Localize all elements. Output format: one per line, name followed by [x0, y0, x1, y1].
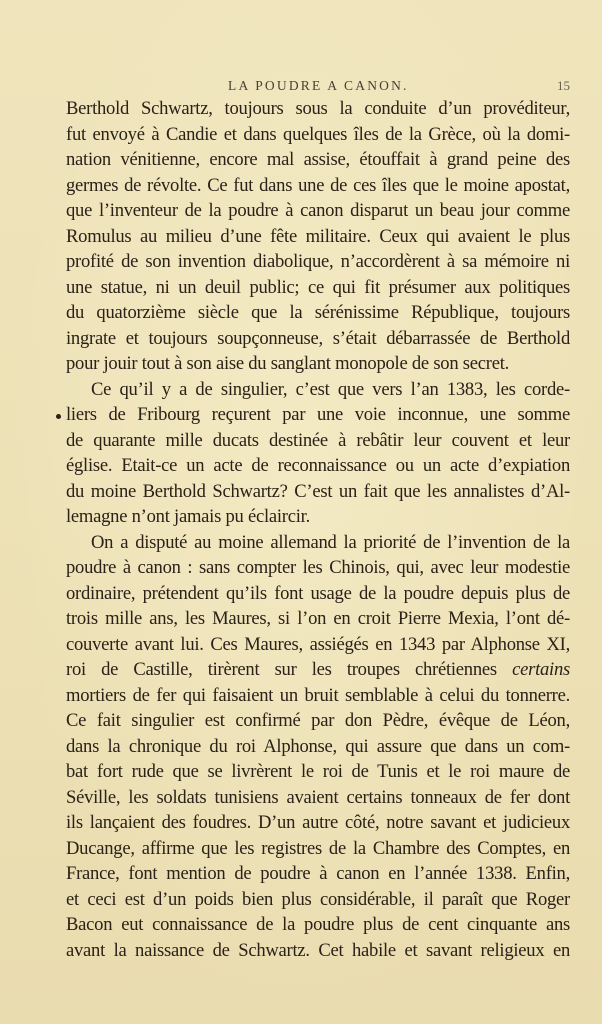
- text-line: Séville, les soldats tunisiens avaient certains tonneaux de fer dont: [66, 786, 570, 808]
- body-text: [66, 96, 570, 963]
- page-number: 15: [557, 78, 570, 93]
- text-line: du moine Berthold Schwartz? C’est un fait que les annalistes d’Al-: [66, 480, 570, 502]
- text-segment: roi de Castille, tirèrent sur les troupes chrétiennes: [66, 659, 497, 680]
- text-line: dans la chronique du roi Alphonse, qui assure que dans un com-: [66, 735, 570, 757]
- text-line: germes de révolte. Ce fut dans une de ces îles que le moine apostat,: [66, 174, 570, 196]
- text-line: couverte avant lui. Ces Maures, assiégés en 1343 par Alphonse XI,: [66, 633, 570, 655]
- text-line: que l’inventeur de la poudre à canon disparut un beau jour comme: [66, 200, 570, 221]
- text-line: pour jouir tout à son aise du sanglant monopole de son secret.: [66, 353, 510, 374]
- text-line: avant la naissance de Schwartz. Cet habile et savant religieux en: [66, 939, 570, 961]
- text-line: fut envoyé à Candie et dans quelques îles de la Grèce, où la domi-: [66, 123, 570, 145]
- running-head: [120, 78, 570, 96]
- text-line: France, font mention de poudre à canon en l’année 1338. Enfin,: [66, 863, 570, 884]
- text-line: Ce qu’il y a de singulier, c’est que vers l’an 1383, les corde-: [91, 378, 570, 400]
- ink-speck: [56, 414, 61, 419]
- text-line: ordinaire, prétendent qu’ils font usage de la poudre depuis plus de: [66, 582, 570, 604]
- text-line-with-emphasis: [66, 657, 570, 683]
- text-line: ingrate et toujours soupçonneuse, s’était débarrassée de Berthold: [66, 327, 570, 349]
- text-line: trois mille ans, les Maures, si l’on en croit Pierre Mexia, l’ont dé-: [66, 608, 570, 629]
- text-line: nation vénitienne, encore mal assise, étouffait à grand peine des: [66, 149, 570, 170]
- text-line: église. Etait-ce un acte de reconnaissance ou un acte d’expiation: [66, 455, 570, 476]
- text-line: poudre à canon : sans compter les Chinois, qui, avec leur modestie: [66, 557, 570, 578]
- text-line: Ducange, affirme que les registres de la Chambre des Comptes, en: [66, 837, 570, 859]
- running-title: LA POUDRE A CANON.: [228, 78, 409, 93]
- text-line: du quatorzième siècle que la sérénissime République, toujours: [66, 302, 570, 323]
- text-line: Bacon eut connaissance de la poudre plus de cent cinquante ans: [66, 914, 570, 935]
- text-line: une statue, ni un deuil public; ce qui fit présumer aux politiques: [66, 276, 570, 298]
- text-line: liers de Fribourg reçurent par une voie inconnue, une somme: [66, 404, 570, 425]
- text-line: Romulus au milieu d’une fête militaire. Ceux qui avaient le plus: [66, 225, 570, 247]
- emphasis-word: certains: [512, 659, 570, 680]
- text-line: et ceci est d’un poids bien plus considérable, il paraît que Roger: [66, 888, 570, 910]
- text-line: On a disputé au moine allemand la priorité de l’invention de la: [91, 531, 570, 553]
- text-line: lemagne n’ont jamais pu éclaircir.: [66, 506, 310, 527]
- text-line: mortiers de fer qui faisaient un bruit semblable à celui du tonnerre.: [66, 684, 570, 706]
- text-line: bat fort rude que se livrèrent le roi de Tunis et le roi maure de: [66, 761, 570, 782]
- text-line: profité de son invention diabolique, n’accordèrent à sa mémoire ni: [66, 251, 570, 272]
- text-line: Ce fait singulier est confirmé par don Pèdre, évêque de Léon,: [66, 710, 570, 731]
- text-line: ils lançaient des foudres. D’un autre côté, notre savant et judicieux: [66, 812, 570, 833]
- text-line: de quarante mille ducats destinée à rebâtir leur couvent et leur: [66, 429, 570, 451]
- text-line: Berthold Schwartz, toujours sous la conduite d’un provéditeur,: [66, 98, 570, 119]
